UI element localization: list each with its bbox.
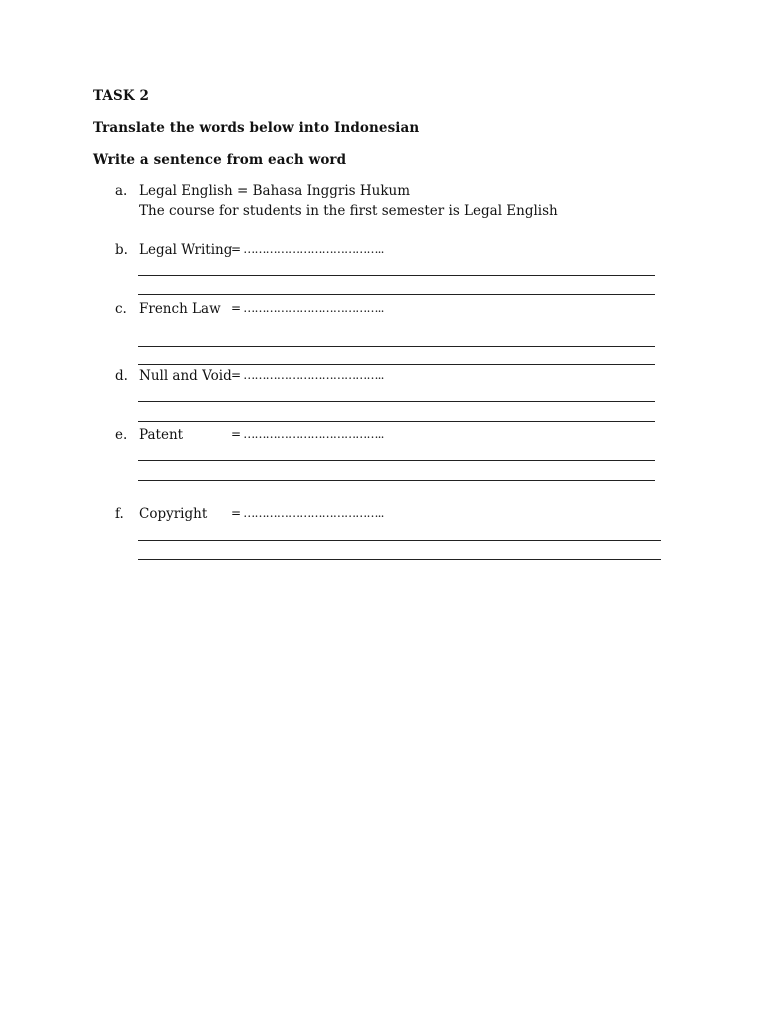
item-marker: a. bbox=[115, 183, 128, 199]
answer-line bbox=[138, 540, 661, 541]
item-marker: d. bbox=[115, 368, 128, 384]
item-term-text: Null and Void bbox=[139, 368, 232, 384]
task-title: TASK 2 bbox=[93, 88, 149, 104]
answer-line bbox=[138, 480, 655, 481]
item-marker: e. bbox=[115, 427, 128, 443]
instruction-write-sentence: Write a sentence from each word bbox=[93, 152, 347, 168]
item-term-text: Legal Writing bbox=[139, 242, 233, 258]
translation-blank: = ……………………………….. bbox=[231, 427, 384, 441]
answer-line bbox=[138, 294, 655, 295]
term-translation: = Bahasa Inggris Hukum bbox=[237, 183, 411, 199]
translation-blank: = ……………………………….. bbox=[231, 506, 384, 520]
example-sentence: The course for students in the first semester is Legal English bbox=[139, 203, 558, 219]
item-marker: b. bbox=[115, 242, 128, 258]
translation-blank: = ……………………………….. bbox=[231, 301, 384, 315]
translation-blank: = ……………………………….. bbox=[231, 368, 384, 382]
item-marker: f. bbox=[115, 506, 124, 522]
instruction-translate: Translate the words below into Indonesian bbox=[93, 120, 420, 136]
item-term-text: Patent bbox=[139, 427, 184, 443]
translation-blank: = ……………………………….. bbox=[231, 242, 384, 256]
answer-line bbox=[138, 364, 655, 365]
item-marker: c. bbox=[115, 301, 127, 317]
answer-line bbox=[138, 460, 655, 461]
term-text: Legal English bbox=[139, 183, 233, 199]
answer-line bbox=[138, 421, 655, 422]
answer-line bbox=[138, 401, 655, 402]
answer-line bbox=[138, 275, 655, 276]
item-term bbox=[139, 183, 410, 199]
item-term-text: Copyright bbox=[139, 506, 208, 522]
answer-line bbox=[138, 559, 661, 560]
item-term-text: French Law bbox=[139, 301, 221, 317]
answer-line bbox=[138, 346, 655, 347]
